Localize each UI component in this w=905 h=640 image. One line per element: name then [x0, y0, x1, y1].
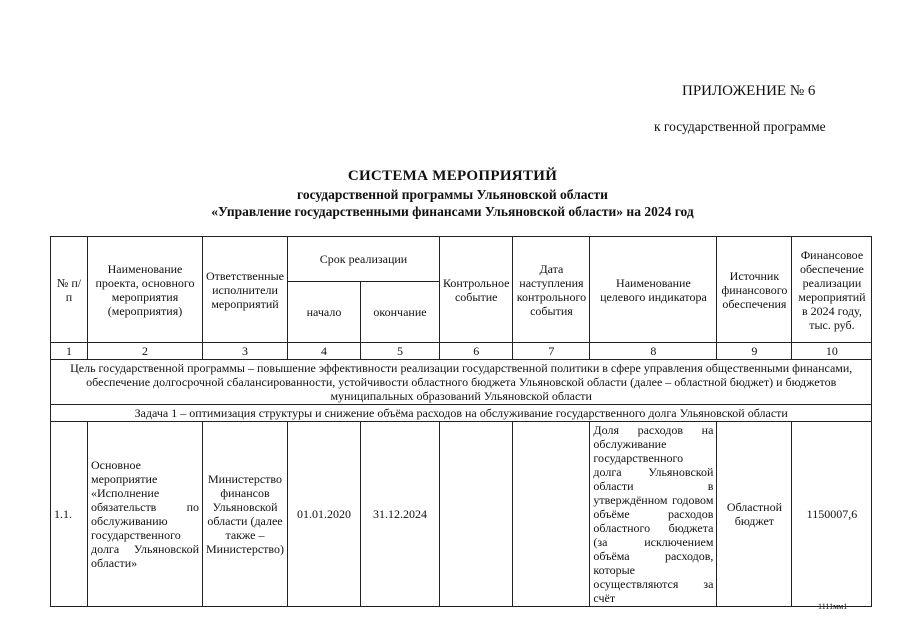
column-number: 1: [51, 343, 88, 360]
program-goal: Цель государственной программы – повышение эффективности реализации государственной политики в сфере управления общественными финансами, обеспечение долгосрочной сбалансированности, устойчивости областного бюджета Ульяновской области (далее – областной бюджет) и бюджетов муниципальных образований Ульяновской области: [51, 360, 872, 405]
row-control-event: [440, 422, 513, 607]
header-indicator: Наименование целевого индикатора: [590, 237, 717, 343]
measures-table: [50, 236, 872, 607]
row-amount: 1150007,6: [792, 422, 872, 607]
row-responsible: Министерство финансов Ульяновской области (далее также – Министерство): [203, 422, 288, 607]
header-period: Срок реализации: [288, 237, 440, 282]
document-title: [0, 167, 905, 221]
row-start: 01.01.2020: [288, 422, 361, 607]
row-indicator: Доля расходов на обслуживание государственного долга Ульяновской области в утверждённом годовом объёме расходов областного бюджета (за исключением объёма расходов, которые осуществляются за счёт: [590, 422, 717, 607]
column-number: 10: [792, 343, 872, 360]
header-end: окончание: [361, 282, 440, 343]
annex-subtitle: к государственной программе: [654, 119, 826, 134]
column-number: 5: [361, 343, 440, 360]
row-funding-source: Областной бюджет: [717, 422, 792, 607]
column-number: 9: [717, 343, 792, 360]
column-number: 4: [288, 343, 361, 360]
header-num: № п/п: [51, 237, 88, 343]
header-financing: Финансовое обеспечение реализации мероприятий в 2024 году, тыс. руб.: [792, 237, 872, 343]
header-event-date: Дата наступления контрольного события: [513, 237, 590, 343]
document-code: 1111мм1: [818, 602, 848, 611]
annex-number: ПРИЛОЖЕНИЕ № 6: [682, 83, 816, 99]
title-line-2: государственной программы Ульяновской области: [297, 187, 608, 202]
header-name: Наименование проекта, основного мероприятия (мероприятия): [88, 237, 203, 343]
task-1: Задача 1 – оптимизация структуры и снижение объёма расходов на обслуживание государственного долга Ульяновской области: [51, 405, 872, 422]
column-number: 6: [440, 343, 513, 360]
column-number: 8: [590, 343, 717, 360]
column-number: 2: [88, 343, 203, 360]
column-number: 3: [203, 343, 288, 360]
header-start: начало: [288, 282, 361, 343]
column-number: 7: [513, 343, 590, 360]
row-num: 1.1.: [51, 422, 88, 607]
header-funding-source: Источник финансового обеспечения: [717, 237, 792, 343]
row-end: 31.12.2024: [361, 422, 440, 607]
header-control-event: Контрольное событие: [440, 237, 513, 343]
table-row: [51, 422, 872, 607]
row-event-date: [513, 422, 590, 607]
header-responsible: Ответственные исполнители мероприятий: [203, 237, 288, 343]
title-line-1: СИСТЕМА МЕРОПРИЯТИЙ: [347, 168, 558, 184]
row-measure-name: Основное мероприятие «Исполнение обязательств по обслуживанию государственного долга Ульяновской области»: [88, 422, 203, 607]
title-line-3: «Управление государственными финансами Ульяновской области» на 2024 год: [211, 204, 694, 219]
column-number-row: [51, 343, 872, 360]
